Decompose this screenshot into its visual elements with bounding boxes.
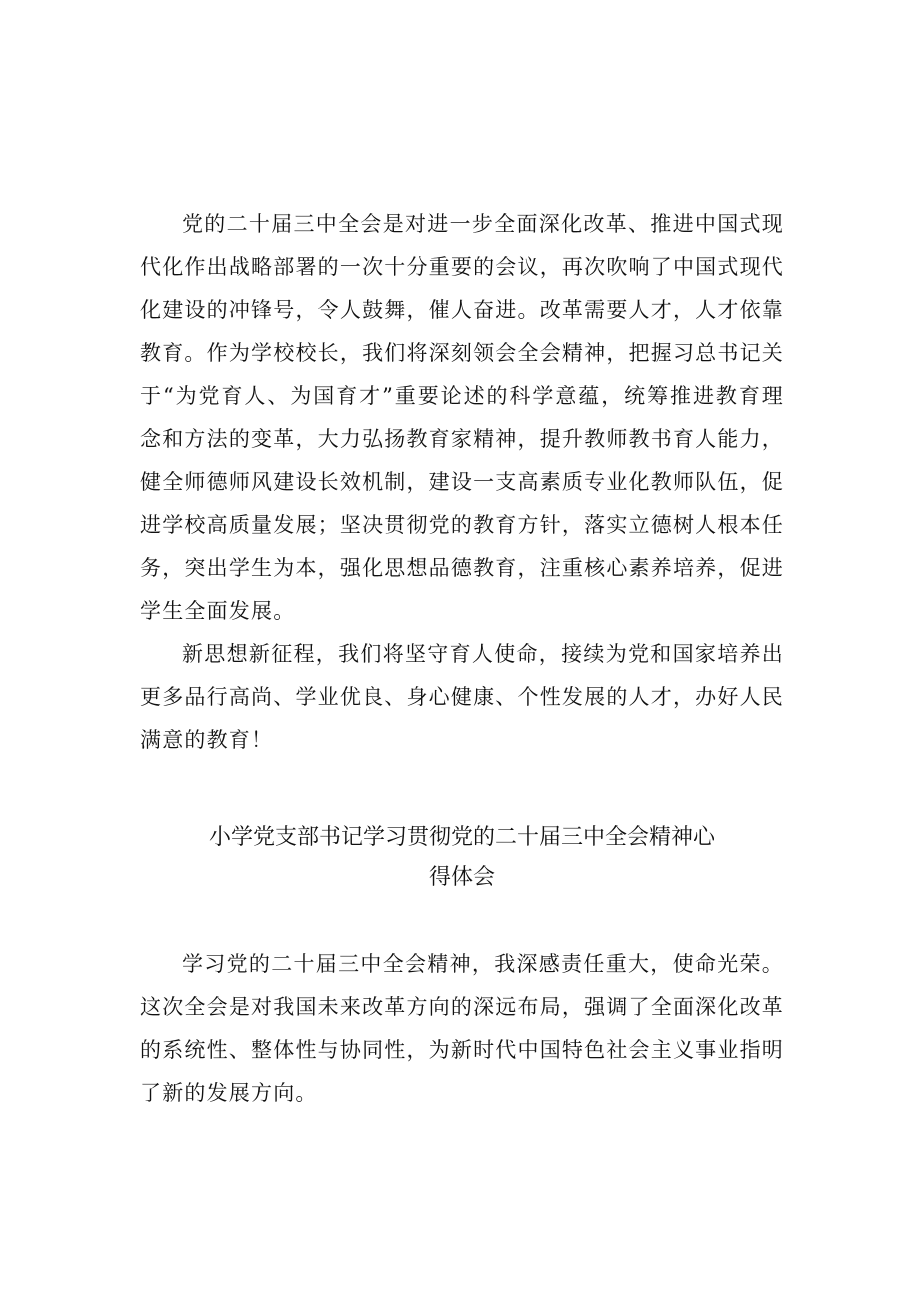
section-body-2 — [140, 943, 784, 1115]
heading-line-1: 小学党支部书记学习贯彻党的二十届三中全会精神心 — [208, 825, 715, 850]
paragraph: 学习党的二十届三中全会精神，我深感责任重大，使命光荣。这次全会是对我国未来改革方向的深远布局，强调了全面深化改革的系统性、整体性与协同性，为新时代中国特色社会主义事业指明了新的发展方向。 — [140, 952, 784, 1105]
heading-line-2: 得体会 — [428, 865, 495, 890]
section-heading — [140, 818, 784, 898]
section-body-1 — [140, 203, 784, 762]
paragraph: 新思想新征程，我们将坚守育人使命，接续为党和国家培养出更多品行高尚、学业优良、身心健康、个性发展的人才，办好人民满意的教育！ — [140, 642, 784, 752]
paragraph: 党的二十届三中全会是对进一步全面深化改革、推进中国式现代化作出战略部署的一次十分重要的会议，再次吹响了中国式现代化建设的冲锋号，令人鼓舞，催人奋进。改革需要人才，人才依靠教育。作为学校校长，我们将深刻领会全会精神，把握习总书记关于“为党育人、为国育才”重要论述的科学意蕴，统筹推进教育理念和方法的变革，大力弘扬教育家精神，提升教师教书育人能力，健全师德师风建设长效机制，建设一支高素质专业化教师队伍，促进学校高质量发展；坚决贯彻党的教育方针，落实立德树人根本任务，突出学生为本，强化思想品德教育，注重核心素养培养，促进学生全面发展。 — [140, 212, 784, 623]
